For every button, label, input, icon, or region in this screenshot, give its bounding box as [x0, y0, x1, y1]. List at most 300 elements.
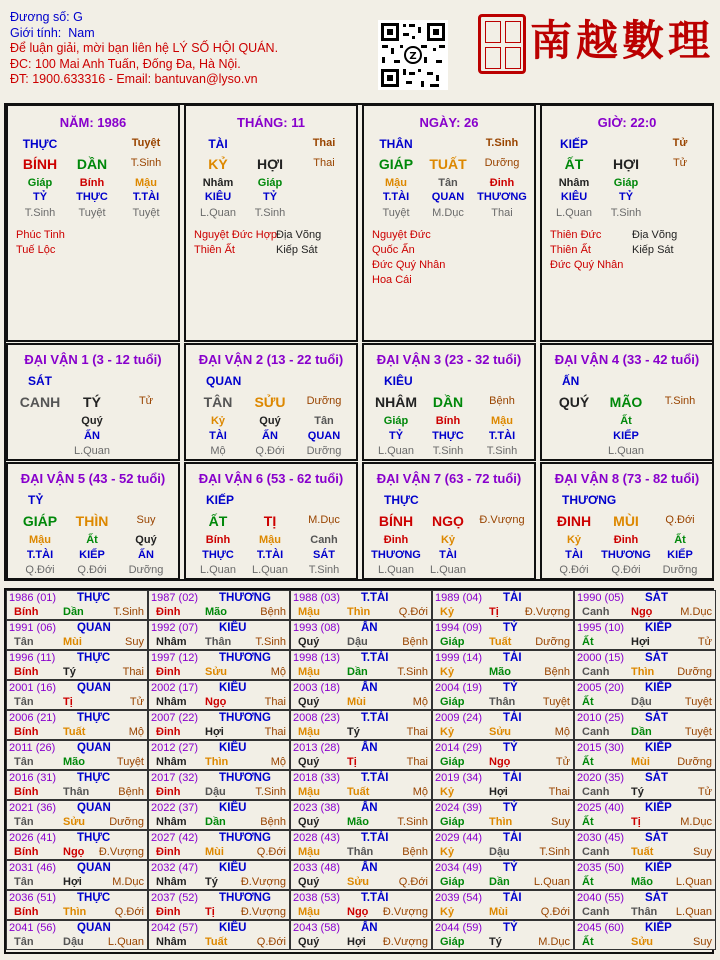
- year-thap-than: ẤN: [361, 622, 378, 634]
- year-label: 1996 (11): [9, 652, 56, 664]
- year-can: Đinh: [156, 666, 181, 678]
- year-can: Kỷ: [440, 846, 455, 858]
- year-thap-than: TỶ: [503, 802, 518, 814]
- pillar-thap-than: THỰC: [22, 137, 58, 151]
- year-cell: [6, 710, 148, 740]
- year-thap-than: KIÊU: [219, 682, 247, 694]
- year-thap-than: KIÊU: [219, 922, 247, 934]
- year-label: 2044 (59): [435, 922, 483, 934]
- year-truong-sinh: Suy: [693, 846, 712, 858]
- dai-van-hidden-thap: THỰC: [202, 549, 234, 561]
- year-thap-than: TÀI: [503, 712, 522, 724]
- year-can: Giáp: [440, 696, 465, 708]
- year-label: 2008 (23): [293, 712, 341, 724]
- star-item: Địa Võng: [632, 229, 678, 241]
- hidden-stem: Tân: [438, 177, 458, 189]
- address-line: ĐC: 100 Mai Anh Tuấn, Đống Đa, Hà Nội.: [10, 56, 241, 71]
- year-cell: [148, 920, 290, 950]
- hidden-thap-than: THỰC: [76, 191, 108, 203]
- hidden-stem: Đinh: [489, 177, 515, 189]
- year-chi: Dậu: [347, 636, 368, 648]
- star-item: Tuế Lộc: [16, 244, 56, 256]
- year-thap-than: QUAN: [77, 862, 111, 874]
- year-thap-than: THƯƠNG: [219, 892, 271, 904]
- dai-van-hidden-stem: Quý: [81, 415, 103, 427]
- hidden-truong-sinh: T.Sinh: [610, 207, 642, 219]
- year-truong-sinh: Tử: [697, 636, 712, 648]
- dai-van-title: ĐẠI VẬN 7 (63 - 72 tuổi): [376, 471, 522, 486]
- year-truong-sinh: Tử: [697, 786, 712, 798]
- dai-van-chi: SỬU: [254, 394, 286, 410]
- dai-van-hidden-ts: L.Quan: [251, 564, 289, 576]
- year-truong-sinh: Đ.Vượng: [98, 846, 144, 858]
- star-item: Nguyệt Đức: [372, 229, 431, 241]
- year-label: 2036 (51): [9, 892, 57, 904]
- hidden-thap-than: T.TÀI: [132, 191, 160, 203]
- year-can: Bính: [14, 606, 39, 618]
- year-cell: [290, 920, 432, 950]
- year-cell: [290, 590, 432, 620]
- year-truong-sinh: Đ.Vượng: [524, 606, 570, 618]
- year-chi: Sửu: [347, 876, 370, 888]
- dai-van-ts: Q.Đới: [665, 514, 695, 526]
- hidden-stem: Nhâm: [202, 177, 234, 189]
- year-thap-than: ẤN: [361, 922, 378, 934]
- year-chi: Tuất: [63, 726, 86, 738]
- dai-van-hidden-thap: QUAN: [307, 430, 341, 442]
- year-thap-than: THỰC: [77, 772, 111, 784]
- year-cell: [6, 740, 148, 770]
- dai-van-title: ĐẠI VẬN 8 (73 - 82 tuổi): [554, 471, 700, 486]
- year-chi: Mão: [205, 606, 227, 618]
- dai-van-chi: NGỌ: [432, 513, 464, 529]
- year-chi: Dần: [489, 876, 510, 888]
- year-truong-sinh: Dưỡng: [677, 756, 712, 768]
- year-label: 2004 (19): [435, 682, 483, 694]
- year-cell: [6, 860, 148, 890]
- year-thap-than: TÀI: [503, 892, 522, 904]
- dai-van-hidden-thap: TỶ: [388, 430, 404, 442]
- dai-van-hidden-thap: KIẾP: [667, 549, 693, 561]
- year-truong-sinh: Bệnh: [260, 606, 286, 618]
- year-truong-sinh: Thai: [406, 726, 428, 738]
- year-can: Bính: [14, 726, 39, 738]
- year-label: 2001 (16): [9, 682, 57, 694]
- dai-van-ts: Dưỡng: [306, 395, 342, 407]
- year-chi: Ngọ: [489, 756, 511, 768]
- year-can: Tân: [14, 756, 34, 768]
- year-cell: [432, 590, 574, 620]
- dai-van-hidden-stem: Kỷ: [566, 534, 582, 546]
- year-chi: Tý: [489, 936, 502, 948]
- year-label: 2019 (34): [435, 772, 483, 784]
- hidden-truong-sinh: T.Sinh: [24, 207, 56, 219]
- year-cell: [148, 860, 290, 890]
- year-can: Ất: [582, 876, 594, 888]
- dai-van-hidden-stem: Kỷ: [210, 415, 226, 427]
- year-can: Bính: [14, 906, 39, 918]
- year-thap-than: SÁT: [645, 652, 668, 664]
- hidden-truong-sinh: Tuyệt: [382, 207, 410, 219]
- year-label: 1992 (07): [151, 622, 199, 634]
- dai-van-thap: KIẾP: [206, 493, 235, 507]
- year-label: 2026 (41): [9, 832, 57, 844]
- year-thap-than: SÁT: [645, 772, 668, 784]
- year-thap-than: QUAN: [77, 922, 111, 934]
- year-can: Mậu: [298, 906, 320, 918]
- year-chi: Thân: [631, 906, 658, 918]
- year-thap-than: TỶ: [503, 742, 518, 754]
- year-truong-sinh: Q.Đới: [398, 876, 428, 888]
- year-thap-than: THỰC: [77, 892, 111, 904]
- year-truong-sinh: Tử: [555, 756, 570, 768]
- svg-text:Z: Z: [409, 51, 417, 62]
- year-thap-than: THỰC: [77, 592, 111, 604]
- dai-van-hidden-thap: THƯƠNG: [371, 549, 421, 561]
- dai-van-hidden-stem: Đinh: [383, 534, 409, 546]
- year-truong-sinh: Bệnh: [118, 786, 144, 798]
- year-thap-than: KIẾP: [645, 862, 672, 874]
- dai-van-hidden-ts: L.Quan: [607, 445, 645, 457]
- year-truong-sinh: Đ.Vượng: [382, 906, 428, 918]
- year-truong-sinh: Đ.Vượng: [240, 876, 286, 888]
- year-cell: [574, 860, 716, 890]
- dai-van-can: QUÝ: [558, 394, 590, 410]
- year-cell: [148, 620, 290, 650]
- year-can: Tân: [14, 696, 34, 708]
- dai-van-hidden-stem: Mậu: [491, 415, 513, 427]
- year-chi: Thân: [63, 786, 90, 798]
- year-can: Bính: [14, 846, 39, 858]
- dai-van-can: GIÁP: [22, 513, 58, 529]
- year-truong-sinh: T.Sinh: [539, 846, 570, 858]
- dai-van-hidden-thap: T.TÀI: [26, 549, 54, 561]
- year-label: 2015 (30): [577, 742, 625, 754]
- year-thap-than: KIẾP: [645, 622, 672, 634]
- year-can: Canh: [582, 726, 610, 738]
- dai-van-chi: TÝ: [83, 394, 101, 410]
- dai-van-title: ĐẠI VẬN 2 (13 - 22 tuổi): [198, 352, 344, 367]
- year-truong-sinh: L.Quan: [533, 876, 570, 888]
- year-truong-sinh: Tử: [129, 696, 144, 708]
- year-label: 1997 (12): [151, 652, 199, 664]
- year-truong-sinh: Mộ: [128, 726, 144, 738]
- hidden-truong-sinh: T.Sinh: [254, 207, 286, 219]
- year-cell: [6, 890, 148, 920]
- hidden-truong-sinh: Tuyệt: [132, 207, 160, 219]
- year-truong-sinh: Tuyệt: [684, 696, 712, 708]
- dai-van-hidden-ts: T.Sinh: [486, 445, 518, 457]
- dai-van-hidden-ts: Q.Đới: [25, 564, 55, 576]
- year-cell: [432, 710, 574, 740]
- year-label: 2027 (42): [151, 832, 199, 844]
- dai-van-title: ĐẠI VẬN 6 (53 - 62 tuổi): [198, 471, 344, 486]
- year-cell: [432, 890, 574, 920]
- year-truong-sinh: T.Sinh: [113, 606, 144, 618]
- dai-van-hidden-ts: Q.Đới: [559, 564, 589, 576]
- year-chi: Hợi: [489, 786, 508, 798]
- pillar-chi: HỢI: [257, 156, 283, 172]
- dai-van-hidden-ts: L.Quan: [73, 445, 111, 457]
- pillar-thap-than: THÂN: [379, 137, 413, 151]
- year-cell: [290, 830, 432, 860]
- hidden-stem: Mậu: [135, 177, 157, 189]
- year-chi: Dần: [631, 726, 652, 738]
- dai-van-hidden-thap: ẤN: [138, 549, 154, 561]
- year-cell: [432, 920, 574, 950]
- year-cell: [432, 740, 574, 770]
- dai-van-hidden-ts: L.Quan: [429, 564, 467, 576]
- dai-van-hidden-stem: Bính: [435, 415, 461, 427]
- year-label: 2005 (20): [577, 682, 625, 694]
- year-cell: [290, 860, 432, 890]
- year-can: Mậu: [298, 846, 320, 858]
- pillar-thap-than: KIẾP: [559, 137, 588, 151]
- year-truong-sinh: Mộ: [554, 726, 570, 738]
- year-chi: Thân: [205, 636, 232, 648]
- year-chi: Hợi: [631, 636, 650, 648]
- year-label: 2024 (39): [435, 802, 483, 814]
- year-chi: Dậu: [205, 786, 226, 798]
- pillar-title: NGÀY: 26: [419, 115, 479, 130]
- year-thap-than: QUAN: [77, 742, 111, 754]
- year-truong-sinh: Mộ: [270, 666, 286, 678]
- pillar-truong-sinh: Thai: [313, 157, 335, 169]
- year-chi: Thìn: [489, 816, 513, 828]
- year-thap-than: TỶ: [503, 922, 518, 934]
- year-label: 1998 (13): [293, 652, 341, 664]
- year-chi: Tuất: [631, 846, 654, 858]
- year-cell: [148, 830, 290, 860]
- year-chi: Hợi: [347, 936, 366, 948]
- hidden-truong-sinh: Tuyệt: [78, 207, 106, 219]
- year-truong-sinh: L.Quan: [675, 876, 712, 888]
- year-label: 2040 (55): [577, 892, 625, 904]
- year-chi: Tuất: [205, 936, 228, 948]
- year-can: Nhâm: [156, 876, 187, 888]
- dai-van-thap: THỰC: [384, 493, 419, 507]
- year-can: Quý: [298, 876, 320, 888]
- year-label: 2042 (57): [151, 922, 199, 934]
- dai-van-hidden-stem: Tân: [314, 415, 334, 427]
- year-thap-than: TÀI: [503, 832, 522, 844]
- year-can: Mậu: [298, 666, 320, 678]
- year-can: Ất: [582, 936, 594, 948]
- dai-van-chi: DẦN: [432, 394, 464, 410]
- year-thap-than: T.TÀI: [361, 592, 389, 604]
- year-thap-than: T.TÀI: [361, 712, 389, 724]
- dai-van-chi: MÃO: [609, 394, 643, 410]
- star-item: Thiên Đức: [550, 229, 602, 241]
- year-label: 2010 (25): [577, 712, 625, 724]
- year-chi: Thìn: [347, 606, 371, 618]
- year-chi: Sửu: [631, 936, 654, 948]
- year-thap-than: KIẾP: [645, 922, 672, 934]
- year-cell: [148, 680, 290, 710]
- year-can: Nhâm: [156, 696, 187, 708]
- year-label: 2003 (18): [293, 682, 341, 694]
- year-cell: [574, 590, 716, 620]
- dai-van-hidden-thap: KIẾP: [613, 430, 639, 442]
- year-label: 2028 (43): [293, 832, 341, 844]
- dai-van-hidden-stem: Mậu: [259, 534, 281, 546]
- star-item: Đức Quý Nhân: [550, 259, 624, 271]
- year-truong-sinh: Q.Đới: [114, 906, 144, 918]
- dai-van-ts: Suy: [136, 514, 156, 526]
- pillar-truong-sinh: Dưỡng: [484, 157, 520, 169]
- year-cell: [574, 650, 716, 680]
- year-cell: [6, 920, 148, 950]
- year-cell: [432, 800, 574, 830]
- star-item: Đức Quý Nhân: [372, 259, 446, 271]
- phone-email-line: ĐT: 1900.633316 - Email: bantuvan@lyso.vn: [10, 72, 258, 86]
- year-cell: [6, 830, 148, 860]
- dai-van-hidden-thap: TÀI: [439, 549, 457, 561]
- year-thap-than: TÀI: [503, 652, 522, 664]
- dai-van-hidden-thap: T.TÀI: [488, 430, 516, 442]
- year-label: 1995 (10): [577, 622, 625, 634]
- year-can: Giáp: [440, 756, 465, 768]
- year-can: Nhâm: [156, 756, 187, 768]
- dai-van-thap: TỶ: [28, 493, 44, 507]
- year-truong-sinh: Mộ: [412, 696, 428, 708]
- year-chi: Dậu: [63, 936, 84, 948]
- pillar-title: THÁNG: 11: [237, 115, 305, 130]
- year-cell: [6, 650, 148, 680]
- year-truong-sinh: Q.Đới: [540, 906, 570, 918]
- year-truong-sinh: Suy: [693, 936, 712, 948]
- year-chi: Dần: [205, 816, 226, 828]
- year-truong-sinh: M.Dục: [680, 816, 712, 828]
- pillar-thap-than: Tuyệt: [131, 137, 161, 149]
- year-cell: [6, 680, 148, 710]
- year-chi: Dần: [63, 606, 84, 618]
- year-cell: [290, 890, 432, 920]
- year-chi: Mão: [63, 756, 85, 768]
- year-cell: [290, 710, 432, 740]
- year-chi: Mùi: [489, 906, 508, 918]
- year-cell: [574, 830, 716, 860]
- hidden-thap-than: TỶ: [262, 191, 278, 203]
- dai-van-hidden-stem: Kỷ: [440, 534, 456, 546]
- year-can: Kỷ: [440, 606, 455, 618]
- year-cell: [290, 620, 432, 650]
- year-thap-than: SÁT: [645, 892, 668, 904]
- year-chi: Thìn: [631, 666, 655, 678]
- year-cell: [148, 770, 290, 800]
- year-cell: [148, 590, 290, 620]
- year-label: 2014 (29): [435, 742, 483, 754]
- year-can: Canh: [582, 846, 610, 858]
- year-label: 2023 (38): [293, 802, 341, 814]
- year-can: Giáp: [440, 636, 465, 648]
- pillar-truong-sinh: T.Sinh: [130, 157, 162, 169]
- year-can: Giáp: [440, 816, 465, 828]
- hidden-stem: Giáp: [613, 177, 639, 189]
- dai-van-hidden-stem: Đinh: [613, 534, 639, 546]
- dai-van-hidden-ts: Dưỡng: [128, 564, 164, 576]
- year-thap-than: THƯƠNG: [219, 712, 271, 724]
- year-truong-sinh: Dưỡng: [535, 636, 570, 648]
- year-thap-than: T.TÀI: [361, 772, 389, 784]
- year-chi: Ngọ: [347, 906, 369, 918]
- year-chi: Sửu: [205, 666, 228, 678]
- year-label: 1994 (09): [435, 622, 483, 634]
- dai-van-title: ĐẠI VẬN 4 (33 - 42 tuổi): [554, 352, 700, 367]
- year-thap-than: SÁT: [645, 712, 668, 724]
- hidden-truong-sinh: Thai: [491, 207, 513, 219]
- dai-van-hidden-stem: Ất: [86, 534, 98, 546]
- dai-van-hidden-stem: Bính: [205, 534, 231, 546]
- year-label: 2000 (15): [577, 652, 625, 664]
- year-chi: Thân: [489, 696, 516, 708]
- year-chi: Dần: [347, 666, 368, 678]
- year-cell: [148, 650, 290, 680]
- year-label: 1991 (06): [9, 622, 57, 634]
- year-can: Tân: [14, 876, 34, 888]
- pillar-can: GIÁP: [378, 156, 414, 172]
- year-thap-than: KIÊU: [219, 622, 247, 634]
- year-cell: [574, 710, 716, 740]
- dai-van-hidden-ts: T.Sinh: [308, 564, 340, 576]
- year-chi: Thân: [347, 846, 374, 858]
- gt-label: Giới tính:: [10, 25, 62, 40]
- year-cell: [6, 620, 148, 650]
- hidden-stem: Mậu: [385, 177, 407, 189]
- year-chi: Ngọ: [63, 846, 85, 858]
- year-cell: [574, 740, 716, 770]
- dai-van-hidden-thap: TÀI: [209, 430, 227, 442]
- year-truong-sinh: Bệnh: [544, 666, 570, 678]
- year-cell: [290, 740, 432, 770]
- hidden-thap-than: T.TÀI: [382, 191, 410, 203]
- dai-van-can: ĐINH: [556, 513, 592, 529]
- year-chi: Tý: [347, 726, 360, 738]
- year-cell: [148, 890, 290, 920]
- year-chi: Tý: [205, 876, 218, 888]
- year-truong-sinh: Tuyệt: [116, 756, 144, 768]
- year-thap-than: KIẾP: [645, 682, 672, 694]
- year-label: 2013 (28): [293, 742, 341, 754]
- hidden-stem: Nhâm: [558, 177, 590, 189]
- year-cell: [290, 770, 432, 800]
- year-cell: [290, 800, 432, 830]
- year-thap-than: KIẾP: [645, 802, 672, 814]
- pillar-title: NĂM: 1986: [59, 115, 127, 130]
- year-thap-than: THƯƠNG: [219, 832, 271, 844]
- year-thap-than: KIÊU: [219, 742, 247, 754]
- dai-van-hidden-ts: L.Quan: [199, 564, 237, 576]
- year-label: 1986 (01): [9, 592, 57, 604]
- dai-van-hidden-ts: Mộ: [210, 445, 226, 457]
- year-cell: [6, 590, 148, 620]
- header-info: [10, 10, 278, 88]
- year-label: 2035 (50): [577, 862, 625, 874]
- star-item: Phúc Tinh: [16, 229, 65, 241]
- year-chi: Mão: [347, 816, 369, 828]
- year-truong-sinh: Mộ: [412, 786, 428, 798]
- year-cell: [574, 770, 716, 800]
- year-can: Tân: [14, 816, 34, 828]
- year-thap-than: THỰC: [77, 712, 111, 724]
- year-chi: Mùi: [631, 756, 650, 768]
- year-label: 2030 (45): [577, 832, 625, 844]
- year-truong-sinh: Q.Đới: [398, 606, 428, 618]
- year-truong-sinh: M.Dục: [112, 876, 144, 888]
- year-can: Kỷ: [440, 786, 455, 798]
- hidden-thap-than: THƯƠNG: [477, 191, 527, 203]
- year-can: Giáp: [440, 936, 465, 948]
